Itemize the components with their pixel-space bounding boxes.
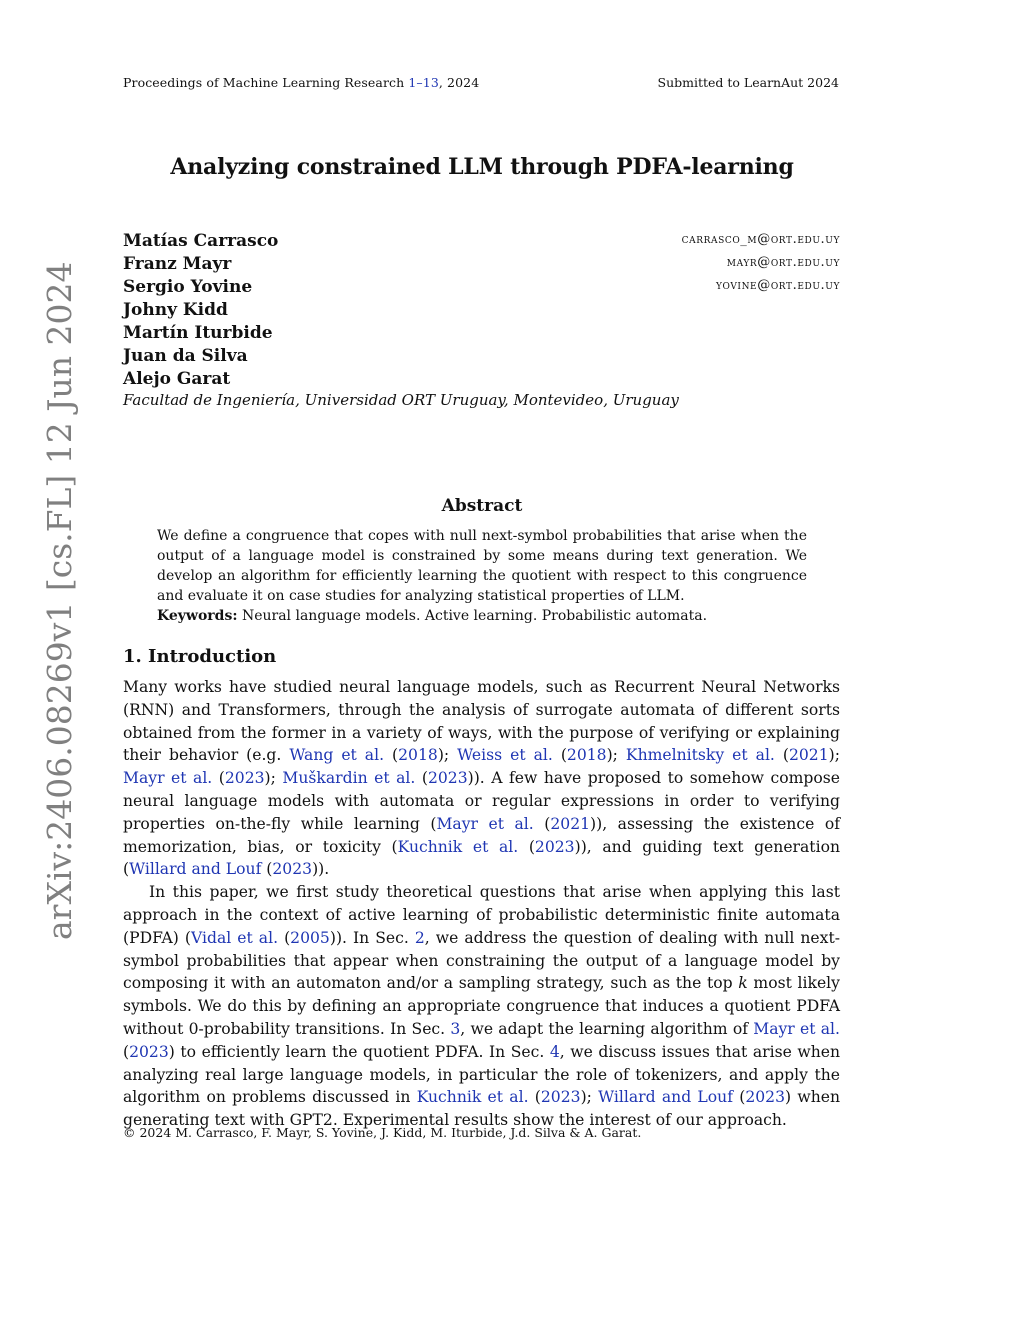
author-name: Juan da Silva — [123, 346, 248, 366]
copyright-notice: © 2024 M. Carrasco, F. Mayr, S. Yovine, J. Kidd, M. Iturbide, J.d. Silva & A. Garat. — [123, 1125, 642, 1140]
header-pages-link[interactable]: 1–13 — [408, 75, 439, 90]
author-email: mayr@ort.edu.uy — [726, 255, 840, 270]
arxiv-id: arXiv:2406.08269v1 [cs.FL] 12 Jun 2024 — [40, 261, 79, 940]
citation-link[interactable]: 2018 — [566, 746, 607, 765]
author-email: yovine@ort.edu.uy — [715, 278, 840, 293]
header-year: , 2024 — [438, 75, 480, 90]
body-text-run: most likely symbols. We do this by defining an appropriate congruence that induces a quotient PDFA without 0-probability transitions. In Sec. — [123, 974, 840, 1038]
intro-paragraph-1 — [123, 676, 840, 881]
author-row — [123, 368, 840, 391]
citation-link[interactable]: 3 — [450, 1019, 461, 1038]
body-text-run: ( — [384, 746, 399, 765]
body-text-run: ( — [533, 814, 551, 833]
body-text-run: ( — [552, 746, 567, 765]
body-text-run: ( — [518, 837, 535, 856]
author-row — [123, 230, 840, 253]
author-row — [123, 253, 840, 276]
citation-link[interactable]: Muškardin et al. — [282, 769, 416, 788]
author-name: Franz Mayr — [123, 254, 232, 274]
header-proceedings: Proceedings of Machine Learning Research — [123, 75, 409, 90]
body-text-run: ); — [606, 746, 626, 765]
body-text-run: ) when generating text with GPT2. Experimental results show the interest of our approach. — [123, 1088, 841, 1130]
citation-link[interactable]: Kuchnik et al. — [397, 837, 519, 856]
body-text-run: ( — [415, 769, 428, 788]
author-name: Matías Carrasco — [123, 231, 279, 251]
abstract-body — [157, 526, 807, 626]
citation-link[interactable]: Willard and Louf — [129, 860, 262, 879]
body-text-run: ); — [437, 746, 458, 765]
citation-link[interactable]: 2023 — [272, 860, 313, 879]
author-name: Martín Iturbide — [123, 323, 273, 343]
citation-link[interactable]: 2023 — [427, 769, 468, 788]
section-heading-introduction: 1. Introduction — [123, 646, 277, 667]
abstract-text: We define a congruence that copes with null next-symbol probabilities that arise when the output of a language model is constrained by some means during text generation. We develop an algorithm for efficiently learning the quotient with respect to this congruence and evaluate it on case studies for analyzing statistical properties of LLM. — [157, 528, 807, 604]
intro-paragraph-2 — [123, 881, 840, 1132]
author-row — [123, 276, 840, 299]
keywords-text: Neural language models. Active learning. Probabilistic automata. — [237, 608, 708, 624]
body-text-run: ) to efficiently learn the quotient PDFA. In Sec. — [168, 1042, 550, 1061]
citation-link[interactable]: 2023 — [534, 837, 575, 856]
body-text-run: )), assessing the existence of memorization, bias, or toxicity ( — [123, 814, 840, 856]
body-text-run: )), and guiding text generation ( — [123, 837, 840, 879]
introduction-body — [123, 676, 840, 1132]
citation-link[interactable]: Mayr et al. — [436, 814, 534, 833]
body-text-run: )). In Sec. — [329, 928, 415, 947]
author-list — [123, 230, 840, 391]
math-variable: k — [738, 974, 748, 993]
citation-link[interactable]: 2018 — [398, 746, 438, 765]
citation-link[interactable]: 2023 — [540, 1088, 581, 1107]
body-text-run: ); — [828, 746, 840, 765]
citation-link[interactable]: Vidal et al. — [191, 928, 279, 947]
author-email: carrasco_m@ort.edu.uy — [681, 232, 840, 247]
citation-link[interactable]: Kuchnik et al. — [416, 1088, 529, 1107]
keywords — [157, 606, 807, 626]
author-row — [123, 322, 840, 345]
body-text-run: , we address the question of dealing with null next-symbol probabilities that appear when constraining the output of a language model by composing it with an automaton and/or a sampling strategy, such as the top — [123, 928, 840, 993]
body-text-run: ( — [774, 746, 789, 765]
citation-link[interactable]: Khmelnitsky et al. — [625, 746, 775, 765]
body-text-run: Many works have studied neural language models, such as Recurrent Neural Networks (RNN) and Transformers, through the analysis of surrogate automata of different sorts obtained from the former in a variety of ways, with the purpose of verifying or explaining their behavior (e.g. — [123, 678, 840, 765]
citation-link[interactable]: Willard and Louf — [598, 1088, 733, 1107]
body-text-run: ( — [528, 1088, 541, 1107]
body-text-run: )). — [312, 860, 330, 879]
body-text-run: , we adapt the learning algorithm of — [460, 1019, 754, 1038]
author-name: Alejo Garat — [123, 369, 231, 389]
citation-link[interactable]: 2023 — [129, 1042, 169, 1061]
body-text-run: ( — [278, 928, 291, 947]
citation-link[interactable]: 2005 — [290, 928, 330, 947]
author-row — [123, 345, 840, 368]
arxiv-stamp — [40, 261, 79, 941]
body-text-run: ( — [732, 1088, 746, 1107]
citation-link[interactable]: Mayr et al. — [123, 769, 213, 788]
citation-link[interactable]: 2 — [414, 928, 425, 947]
body-text-run: ); — [580, 1088, 599, 1107]
citation-link[interactable]: Wang et al. — [289, 746, 385, 765]
body-text-run: ( — [212, 769, 225, 788]
keywords-label: Keywords: — [157, 608, 238, 624]
body-text-run: , we discuss issues that arise when analyzing real large language models, in particular the role of tokenizers, and apply the algorithm on problems discussed in — [123, 1042, 841, 1107]
running-header-left — [123, 75, 479, 90]
citation-link[interactable]: 4 — [549, 1042, 560, 1061]
body-text-run: ); — [264, 769, 283, 788]
running-header-right: Submitted to LearnAut 2024 — [657, 75, 839, 90]
body-text-run: ( — [123, 1042, 130, 1061]
paper-title: Analyzing constrained LLM through PDFA-learning — [170, 154, 794, 180]
author-name: Sergio Yovine — [123, 277, 253, 297]
citation-link[interactable]: Weiss et al. — [457, 746, 553, 765]
citation-link[interactable]: 2021 — [550, 814, 591, 833]
affiliation: Facultad de Ingeniería, Universidad ORT Uruguay, Montevideo, Uruguay — [123, 391, 679, 409]
author-name: Johny Kidd — [123, 300, 228, 320]
body-text-run: In this paper, we first study theoretical questions that arise when applying this last approach in the context of active learning of probabilistic deterministic finite automata (PDFA) ( — [123, 883, 840, 947]
citation-link[interactable]: 2023 — [745, 1088, 786, 1107]
body-text-run: )). A few have proposed to somehow compose neural language models with automata or regular expressions in order to verifying properties on-the-fly while learning ( — [123, 769, 841, 833]
citation-link[interactable]: 2021 — [788, 746, 829, 765]
author-row — [123, 299, 840, 322]
citation-link[interactable]: 2023 — [224, 769, 265, 788]
body-text-run: ( — [261, 860, 273, 879]
abstract-heading: Abstract — [441, 496, 523, 516]
citation-link[interactable]: Mayr et al. — [753, 1019, 840, 1038]
